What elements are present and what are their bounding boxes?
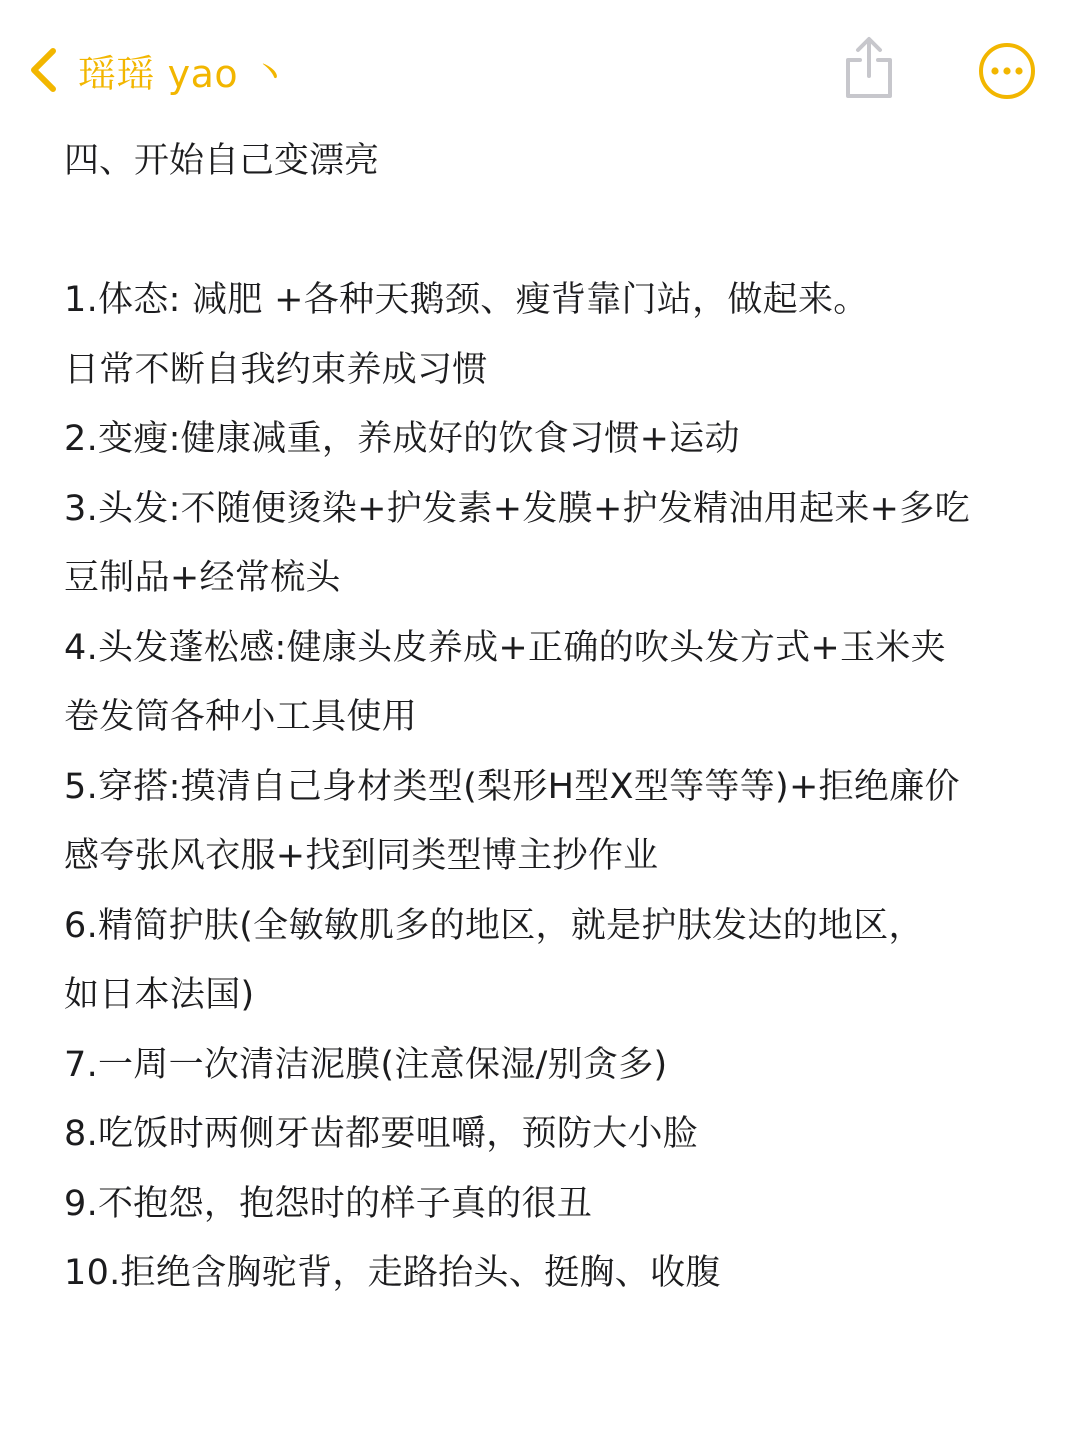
share-icon bbox=[840, 34, 898, 102]
note-line: 8.吃饭时两侧牙齿都要咀嚼，预防大小脸 bbox=[64, 1114, 699, 1154]
note-line: 感夸张风衣服+找到同类型博主抄作业 bbox=[64, 836, 659, 876]
note-body[interactable] bbox=[64, 130, 1034, 1293]
note-line: 10.拒绝含胸驼背，走路抬头、挺胸、收腹 bbox=[64, 1253, 721, 1293]
note-line: 9.不抱怨，抱怨时的样子真的很丑 bbox=[64, 1183, 593, 1224]
note-line: 3.头发:不随便烫染+护发素+发膜+护发精油用起来+多吃 bbox=[64, 488, 970, 529]
note-line: 5.穿搭:摸清自己身材类型(梨形H型X型等等等)+拒绝廉价 bbox=[64, 766, 960, 807]
note-list bbox=[64, 266, 1034, 1309]
note-line: 6.精简护肤(全敏敏肌多的地区，就是护肤发达的地区， bbox=[64, 905, 924, 946]
note-heading: 四、开始自己变漂亮 bbox=[64, 141, 380, 181]
more-button[interactable] bbox=[978, 42, 1036, 100]
back-button-label: 瑶瑶 yao 丶 bbox=[78, 51, 290, 96]
navigation-bar bbox=[0, 0, 1080, 140]
note-line: 4.头发蓬松感:健康头皮养成+正确的吹头发方式+玉米夹 bbox=[64, 627, 946, 668]
note-line: 日常不断自我约束养成习惯 bbox=[64, 349, 488, 390]
note-line: 1.体态: 减肥 +各种天鹅颈、瘦背靠门站，做起来。 bbox=[64, 280, 869, 320]
note-line: 豆制品+经常梳头 bbox=[64, 558, 341, 598]
note-line: 如日本法国) bbox=[64, 975, 255, 1015]
more-icon bbox=[978, 42, 1036, 100]
back-button[interactable] bbox=[28, 38, 289, 102]
note-line: 2.变瘦:健康减重，养成好的饮食习惯+运动 bbox=[64, 419, 740, 459]
note-line: 7.一周一次清洁泥膜(注意保湿/别贪多) bbox=[64, 1044, 668, 1085]
chevron-left-icon bbox=[28, 47, 58, 93]
note-line: 卷发筒各种小工具使用 bbox=[64, 697, 418, 737]
share-button[interactable] bbox=[840, 34, 898, 102]
